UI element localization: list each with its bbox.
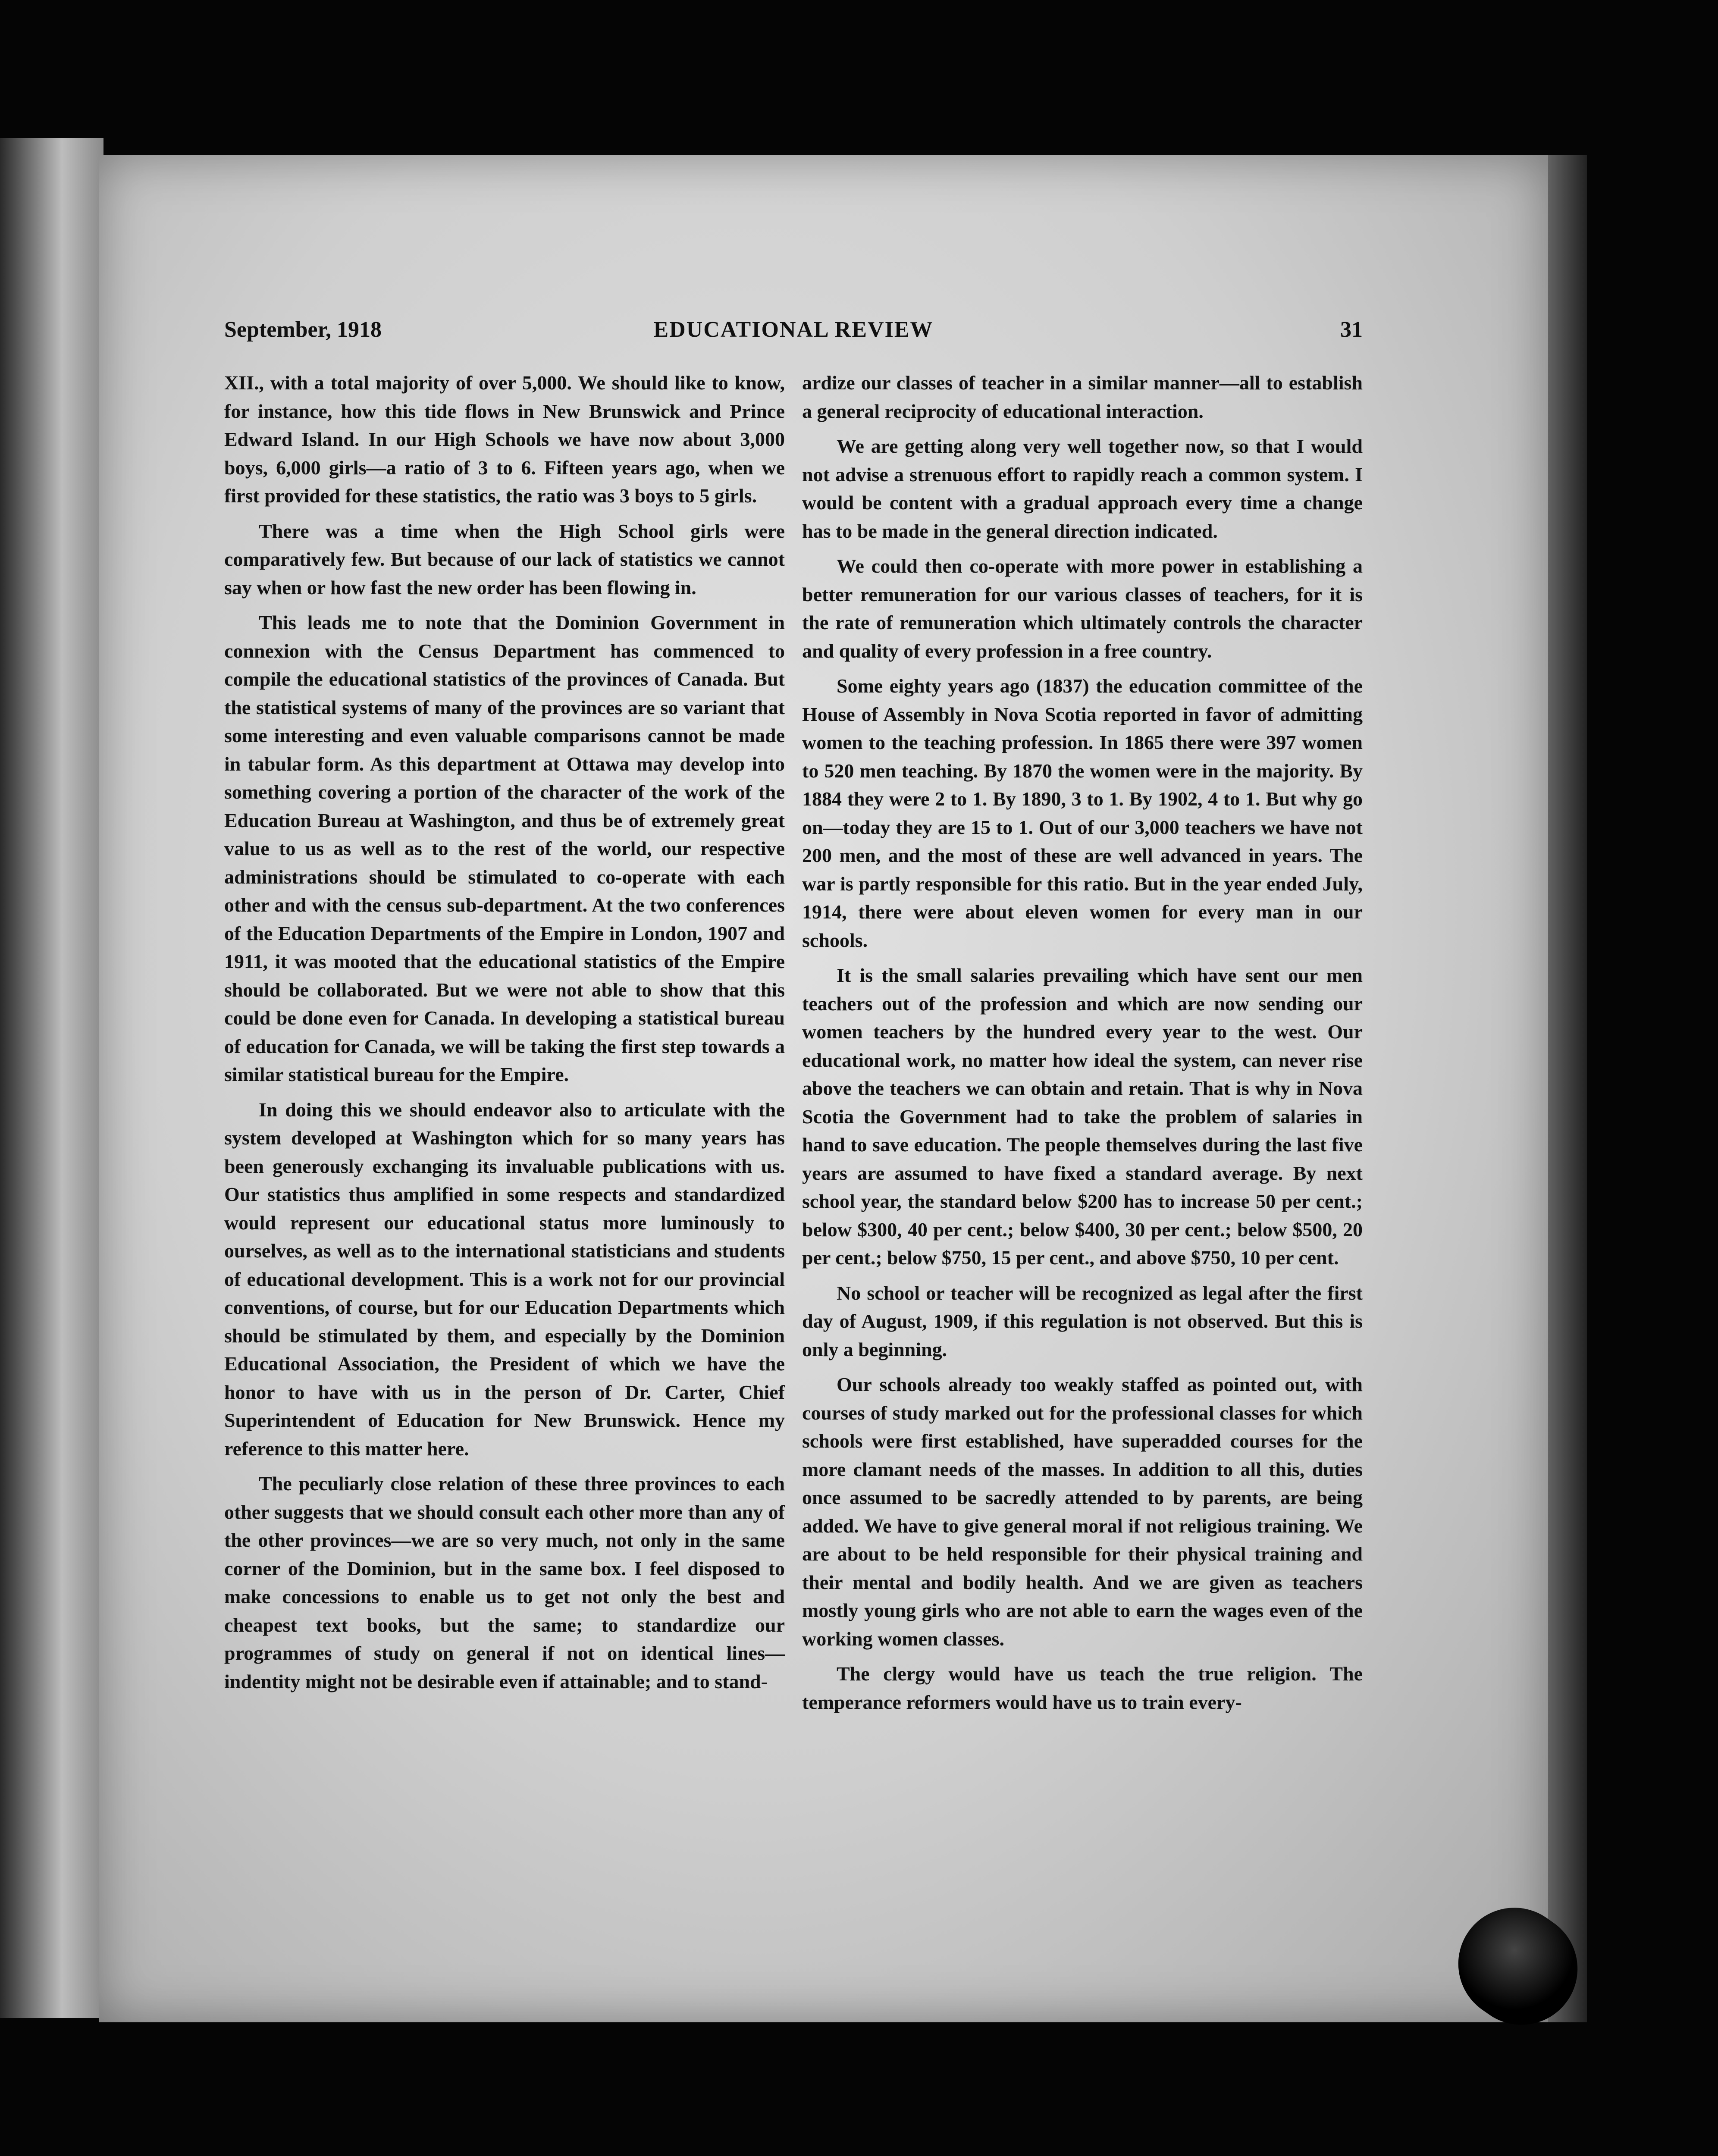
paragraph: No school or teacher will be recognized as legal after the first day of August, 1909, if this regulation is not observed. But this is only a beginning. (802, 1282, 1363, 1360)
paragraph: We are getting along very well together now, so that I would not advise a strenuous effort to rapidly reach a common system. I would be content with a gradual approach every time a change has to be made in the general direction indicated. (802, 435, 1363, 542)
running-header (224, 317, 1363, 351)
paragraph: Our schools already too weakly staffed as pointed out, with courses of study marked out for the professional classes for which schools were first established, have superadded courses for the more clamant needs of the masses. In addition to all this, duties once assumed to be sacredly attended to by parents, are being added. We have to give general moral if not religious training. We are about to be held responsible for their physical training and their mental and bodily health. And we are given as teachers mostly young girls who are not able to earn the wages even of the working women classes. (802, 1373, 1363, 1650)
paragraph: It is the small salaries prevailing which have sent our men teachers out of the profession and which are now sending our women teachers by the hundred every year to the west. Our educational work, no matter how ideal the system, can never rise above the teachers we can obtain and retain. That is why in Nova Scotia the Government had to take the problem of salaries in hand to save education. The people themselves during the last five years are assumed to have fixed a standard average. By next school year, the standard below $200 has to increase 50 per cent.; below $300, 40 per cent.; below $400, 30 per cent.; below $500, 20 per cent.; below $750, 15 per cent., and above $750, 10 per cent. (802, 964, 1363, 1269)
paragraph: In doing this we should endeavor also to articulate with the system developed at Washington which for so many years has been generously exchanging its invaluable publications with us. Our statistics thus amplified in some respects and standardized would represent our educational status more luminously to ourselves, as well as to the international statisticians and students of educational development. This is a work not for our provincial conventions, of course, but for our Education Departments which should be stimulated by them, and especially by the Dominion Educational Association, the President of which we have the honor to have with us in the person of Dr. Carter, Chief Superintendent of Education for New Brunswick. Hence my reference to this matter here. (224, 1098, 785, 1460)
left-page-edge (0, 138, 103, 2018)
left-column (224, 369, 785, 1702)
page-number: 31 (1340, 317, 1363, 342)
paragraph: There was a time when the High School girls were comparatively few. But because of our lack of statistics we cannot say when or how fast the new order has been flowing in. (224, 520, 785, 599)
paragraph: The peculiarly close relation of these three provinces to each other suggests that we should consult each other more than any of the other provinces—we are so very much, not only in the same corner of the Dominion, but in the same box. I feel disposed to make concessions to enable us to get not only the best and cheapest text books, but the same; to standardize our programmes of study on general if not on identical lines—indentity might not be desirable even if attainable; and to stand- (224, 1473, 785, 1692)
paragraph: ardize our classes of teacher in a similar manner—all to establish a general reciprocity of educational interaction. (802, 372, 1363, 422)
paragraph: We could then co-operate with more power in establishing a better remuneration for our various classes of teachers, for it is the rate of remuneration which ultimately controls the character and quality of every profession in a free country. (802, 555, 1363, 662)
header-journal-title: EDUCATIONAL REVIEW (653, 317, 934, 342)
header-date: September, 1918 (224, 317, 382, 342)
paragraph: The clergy would have us teach the true religion. The temperance reformers would have us to train every- (802, 1663, 1363, 1713)
paragraph: XII., with a total majority of over 5,000. We should like to know, for instance, how this tide flows in New Brunswick and Prince Edward Island. In our High Schools we have now about 3,000 boys, 6,000 girls—a ratio of 3 to 6. Fifteen years ago, when we first provided for these statistics, the ratio was 3 boys to 5 girls. (224, 372, 785, 507)
paragraph: Some eighty years ago (1837) the education committee of the House of Assembly in Nova Scotia reported in favor of admitting women to the teaching profession. In 1865 there were 397 women to 520 men teaching. By 1870 the women were in the majority. By 1884 they were 2 to 1. By 1890, 3 to 1. By 1902, 4 to 1. But why go on—today they are 15 to 1. Out of our 3,000 teachers we have not 200 men, and the most of these are well advanced in years. The war is partly responsible for this ratio. But in the year ended July, 1914, there were about eleven women for every man in our schools. (802, 675, 1363, 951)
right-column (802, 369, 1363, 1723)
paragraph: This leads me to note that the Dominion Government in connexion with the Census Department has commenced to compile the educational statistics of the provinces of Canada. But the statistical systems of many of the provinces are so variant that some interesting and even valuable comparisons cannot be made in tabular form. As this department at Ottawa may develop into something covering a portion of the character of the work of the Education Bureau at Washington, and thus be of extremely great value to us as well as to the rest of the world, our respective administrations should be stimulated to co-operate with each other and with the census sub-department. At the two conferences of the Education Departments of the Empire in London, 1907 and 1911, it was mooted that the educational statistics of the Empire should be collaborated. But we were not able to show that this could be done even for Canada. In developing a statistical bureau of education for Canada, we will be taking the first step towards a similar statistical bureau for the Empire. (224, 611, 785, 1085)
